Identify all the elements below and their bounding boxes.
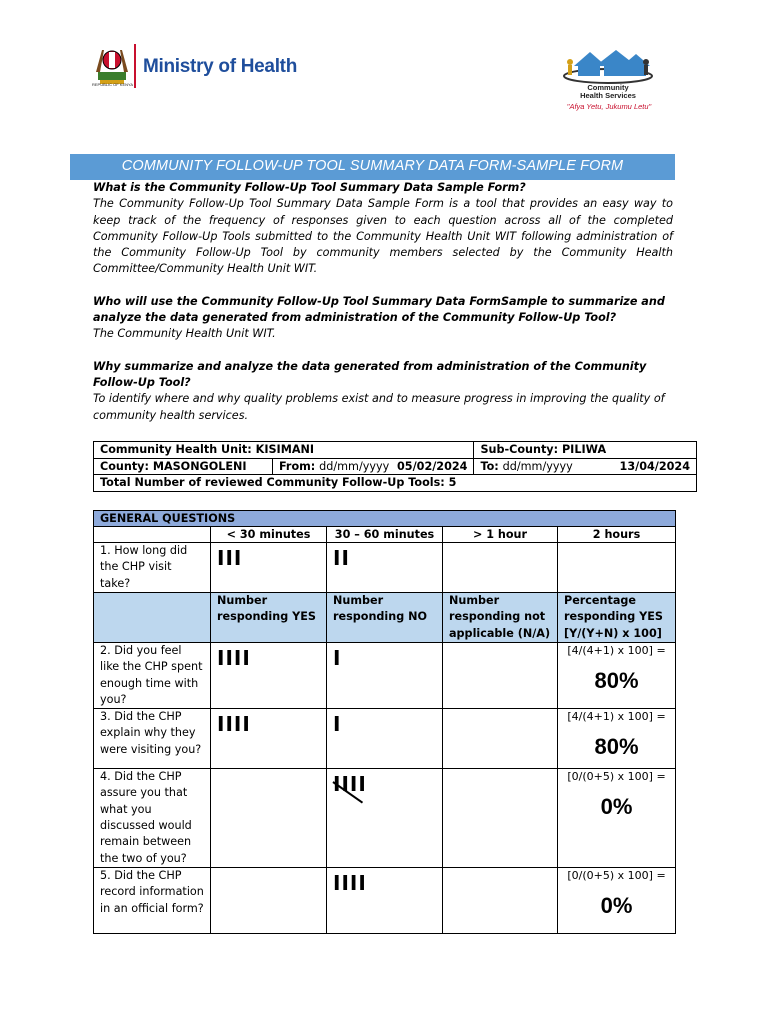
col-under-30: < 30 minutes [211, 527, 327, 543]
intro-section [93, 180, 673, 424]
community-health-services-logo [560, 48, 672, 114]
tally-marks: IIII [333, 772, 367, 797]
houses-people-icon [560, 48, 656, 84]
unit-info-table [93, 441, 697, 492]
yes-cell[interactable] [211, 868, 327, 934]
blank-cell [94, 527, 211, 543]
moh-name: Ministry of Health [143, 56, 298, 77]
formula: [4/(4+1) x 100] = [567, 710, 666, 724]
tally-cell[interactable] [327, 543, 443, 593]
chs-name-line1: Community [587, 83, 629, 92]
formula: [0/(0+5) x 100] = [567, 869, 666, 883]
tally-marks: I [333, 646, 342, 670]
question-2: 2. Did you feel like the CHP spent enough time with you? [94, 643, 211, 709]
col-no: Number responding NO [327, 593, 443, 643]
col-30-60: 30 – 60 minutes [327, 527, 443, 543]
percentage-value: 80% [594, 734, 639, 760]
to-label: To: [480, 459, 499, 473]
question-why: Why summarize and analyze the data generated from administration of the Community Follow-Up Tool? [93, 359, 647, 389]
question-3: 3. Did the CHP explain why they were visiting you? [94, 709, 211, 769]
community-health-unit: Community Health Unit: KISIMANI [94, 442, 474, 459]
total-value: : 5 [440, 476, 457, 489]
to-date-field[interactable] [474, 458, 697, 475]
no-cell[interactable] [327, 769, 443, 868]
question-who: Who will use the Community Follow-Up Tool Summary Data FormSample to summarize and analyze the data generated from administration of the Community Follow-Up Tool? [93, 294, 665, 325]
formula: [0/(0+5) x 100] = [567, 770, 666, 784]
na-cell[interactable] [443, 868, 558, 934]
percentage-value: 0% [600, 893, 633, 919]
percentage-value: 0% [600, 794, 633, 820]
from-date: 05/02/2024 [397, 459, 468, 473]
moh-sub: REPUBLIC OF KENYA [92, 82, 134, 87]
struck-tally [333, 769, 367, 795]
no-cell[interactable] [327, 709, 443, 769]
tally-marks: IIII [217, 712, 251, 737]
to-date: 13/04/2024 [619, 459, 690, 473]
col-yes: Number responding YES [211, 593, 327, 643]
tally-cell[interactable] [211, 543, 327, 593]
from-format: dd/mm/yyyy [319, 459, 390, 473]
general-questions-table [93, 510, 676, 934]
from-label: From: [279, 459, 316, 473]
yes-cell[interactable] [211, 769, 327, 868]
county: County: MASONGOLENI [94, 458, 273, 475]
formula: [4/(4+1) x 100] = [567, 644, 666, 657]
no-cell[interactable] [327, 868, 443, 934]
question-1: 1. How long did the CHP visit take? [94, 543, 211, 593]
total-label: Total Number of reviewed Community Follow-Up Tools [100, 476, 441, 489]
col-na: Number responding not applicable (N/A) [443, 593, 558, 643]
tally-marks: IIII [217, 646, 251, 670]
chs-slogan: "Afya Yetu, Jukumu Letu" [566, 102, 652, 111]
answer-what: The Community Follow-Up Tool Summary Data Sample Form is a tool that provides an easy way to keep track of the frequency of responses given to each question across all of the completed Community Follow-Up Tools submitted to the Community Health Unit WIT following administration of the Community Follow-Up Tool by community members selected by the Community Health Committee/Community Health Unit WIT. [93, 197, 673, 276]
no-cell[interactable] [327, 643, 443, 709]
percentage-cell [558, 709, 676, 769]
percentage-value: 80% [594, 668, 639, 694]
ministry-of-health-logo [92, 42, 298, 92]
na-cell[interactable] [443, 769, 558, 868]
chs-name [560, 84, 656, 100]
percentage-cell [558, 769, 676, 868]
percentage-cell [558, 643, 676, 709]
col-percentage: Percentage responding YES [Y/(Y+N) x 100] [558, 593, 676, 643]
tally-marks: IIII [333, 871, 367, 896]
question-4: 4. Did the CHP assure you that what you discussed would remain between the two of you? [94, 769, 211, 868]
from-date-field[interactable] [273, 458, 474, 475]
tally-marks: II [333, 546, 350, 570]
logo-divider [134, 44, 136, 88]
sub-county: Sub-County: PILIWA [474, 442, 697, 459]
answer-why: To identify where and why quality problems exist and to measure progress in improving the quality of community health services. [93, 392, 665, 422]
col-2h: 2 hours [558, 527, 676, 543]
col-over-1h: > 1 hour [443, 527, 558, 543]
general-questions-header: GENERAL QUESTIONS [94, 511, 676, 527]
total-reviewed [94, 475, 697, 492]
na-cell[interactable] [443, 709, 558, 769]
tally-cell[interactable] [558, 543, 676, 593]
to-format: dd/mm/yyyy [502, 459, 573, 473]
tally-cell[interactable] [443, 543, 558, 593]
tally-marks: I [333, 712, 342, 737]
na-cell[interactable] [443, 643, 558, 709]
chs-name-line2: Health Services [580, 91, 636, 100]
blank-cell [94, 593, 211, 643]
question-what: What is the Community Follow-Up Tool Summary Data Sample Form? [93, 181, 526, 194]
tally-marks: III [217, 546, 243, 570]
percentage-cell [558, 868, 676, 934]
form-title: COMMUNITY FOLLOW-UP TOOL SUMMARY DATA FORM-SAMPLE FORM [70, 154, 675, 180]
question-5: 5. Did the CHP record information in an official form? [94, 868, 211, 934]
answer-who: The Community Health Unit WIT. [93, 327, 276, 341]
yes-cell[interactable] [211, 643, 327, 709]
yes-cell[interactable] [211, 709, 327, 769]
